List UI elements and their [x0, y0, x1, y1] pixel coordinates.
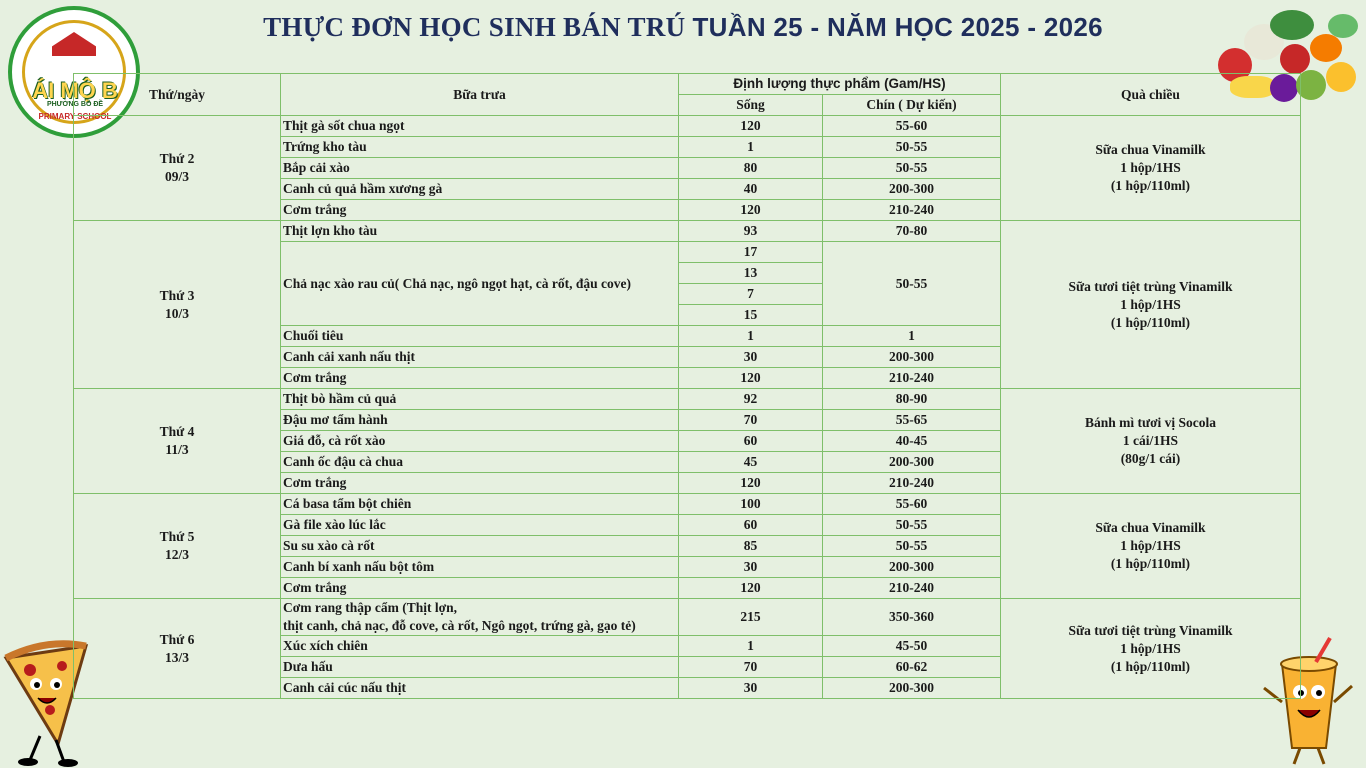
day-name: Thứ 6 [159, 631, 195, 647]
snack-cell [1001, 221, 1301, 389]
raw-amount: 30 [679, 557, 823, 578]
table-header-row [74, 74, 1301, 95]
day-date: 12/3 [164, 547, 189, 562]
header-raw: Sống [679, 95, 823, 116]
raw-amount: 120 [679, 200, 823, 221]
logo-school: PRIMARY SCHOOL [38, 112, 112, 121]
cooked-amount: 210-240 [823, 368, 1001, 389]
header-snack: Quà chiều [1001, 74, 1301, 116]
snack-portion: 1 cái/1HS [1122, 433, 1179, 448]
cooked-amount: 50-55 [823, 536, 1001, 557]
raw-amount: 1 [679, 137, 823, 158]
day-name: Thứ 2 [159, 151, 195, 166]
raw-amount: 120 [679, 473, 823, 494]
dish-name: Bắp cải xào [281, 158, 679, 179]
dish-name: Đậu mơ tẩm hành [281, 410, 679, 431]
raw-amount: 13 [679, 263, 823, 284]
dish-name: Canh cải cúc nấu thịt [281, 678, 679, 699]
cooked-amount: 200-300 [823, 347, 1001, 368]
snack-item: Sữa tươi tiệt trùng Vinamilk [1068, 622, 1233, 638]
cooked-amount: 60-62 [823, 657, 1001, 678]
cooked-amount: 200-300 [823, 678, 1001, 699]
cooked-amount: 350-360 [823, 599, 1001, 636]
raw-amount: 40 [679, 179, 823, 200]
table-row [74, 221, 1301, 242]
header-quantity: Định lượng thực phẩm (Gam/HS) [679, 74, 1001, 95]
raw-amount: 85 [679, 536, 823, 557]
cooked-amount: 50-55 [823, 137, 1001, 158]
raw-amount: 17 [679, 242, 823, 263]
cooked-amount: 210-240 [823, 578, 1001, 599]
cooked-amount: 200-300 [823, 452, 1001, 473]
raw-amount: 80 [679, 158, 823, 179]
snack-item: Sữa chua Vinamilk [1095, 142, 1206, 157]
cooked-amount: 200-300 [823, 557, 1001, 578]
cooked-amount: 55-60 [823, 494, 1001, 515]
lunch-menu-table [73, 73, 1301, 699]
dish-name: Cá basa tẩm bột chiên [281, 494, 679, 515]
table-row [74, 389, 1301, 410]
snack-item: Sữa chua Vinamilk [1095, 520, 1206, 535]
day-date: 10/3 [164, 305, 189, 321]
dish-name: Cơm trắng [281, 578, 679, 599]
dish-name: Thịt bò hầm củ quả [281, 389, 679, 410]
snack-size: (1 hộp/110ml) [1110, 658, 1191, 674]
dish-name: Cơm trắng [281, 200, 679, 221]
dish-line-2: thịt canh, chả nạc, đỗ cove, cà rốt, Ngô ngọt, trứng gà, gạo tẻ) [283, 618, 636, 633]
raw-amount: 93 [679, 221, 823, 242]
raw-amount: 100 [679, 494, 823, 515]
dish-name: Giá đỗ, cà rốt xào [281, 431, 679, 452]
day-name: Thứ 4 [159, 424, 195, 439]
title-part-1: THỰC ĐƠN HỌC SINH BÁN TRÚ [263, 12, 686, 42]
raw-amount: 1 [679, 326, 823, 347]
raw-amount: 70 [679, 410, 823, 431]
snack-size: (1 hộp/110ml) [1110, 178, 1191, 193]
raw-amount: 92 [679, 389, 823, 410]
dish-name: Canh cải xanh nấu thịt [281, 347, 679, 368]
day-date: 09/3 [164, 169, 189, 184]
page-title [0, 12, 1366, 43]
dish-name: Canh củ quả hầm xương gà [281, 179, 679, 200]
dish-name: Thịt lợn kho tàu [281, 221, 679, 242]
snack-portion: 1 hộp/1HS [1120, 640, 1181, 656]
header-lunch: Bữa trưa [281, 74, 679, 116]
cooked-amount: 50-55 [823, 158, 1001, 179]
raw-amount: 120 [679, 578, 823, 599]
raw-amount: 60 [679, 515, 823, 536]
snack-item: Sữa tươi tiệt trùng Vinamilk [1068, 278, 1233, 294]
dish-name: Thịt gà sốt chua ngọt [281, 116, 679, 137]
cooked-amount: 55-60 [823, 116, 1001, 137]
raw-amount: 120 [679, 116, 823, 137]
dish-name [281, 599, 679, 636]
day-cell [74, 494, 281, 599]
cooked-amount: 45-50 [823, 636, 1001, 657]
snack-portion: 1 hộp/1HS [1120, 296, 1181, 312]
logo-name: ÁI MỘ B [32, 78, 118, 103]
cooked-amount: 40-45 [823, 431, 1001, 452]
dish-name: Canh bí xanh nấu bột tôm [281, 557, 679, 578]
raw-amount: 215 [679, 599, 823, 636]
snack-cell [1001, 389, 1301, 494]
snack-size: (80g/1 cái) [1120, 451, 1181, 466]
snack-size: (1 hộp/110ml) [1110, 314, 1191, 330]
dish-name: Trứng kho tàu [281, 137, 679, 158]
raw-amount: 15 [679, 305, 823, 326]
snack-portion: 1 hộp/1HS [1120, 160, 1181, 175]
raw-amount: 7 [679, 284, 823, 305]
table-row [74, 116, 1301, 137]
cooked-amount: 50-55 [823, 242, 1001, 326]
day-name: Thứ 5 [159, 529, 195, 544]
raw-amount: 1 [679, 636, 823, 657]
raw-amount: 120 [679, 368, 823, 389]
title-part-2: TUẦN 25 - NĂM HỌC 2025 - 2026 [692, 12, 1103, 42]
snack-size: (1 hộp/110ml) [1110, 556, 1191, 571]
snack-cell [1001, 494, 1301, 599]
table-row [74, 599, 1301, 636]
cooked-amount: 70-80 [823, 221, 1001, 242]
cooked-amount: 210-240 [823, 473, 1001, 494]
day-cell [74, 116, 281, 221]
snack-cell [1001, 116, 1301, 221]
raw-amount: 45 [679, 452, 823, 473]
raw-amount: 30 [679, 678, 823, 699]
dish-name: Dưa hấu [281, 657, 679, 678]
cooked-amount: 50-55 [823, 515, 1001, 536]
dish-name: Gà file xào lúc lắc [281, 515, 679, 536]
dish-name: Su su xào cà rốt [281, 536, 679, 557]
cooked-amount: 80-90 [823, 389, 1001, 410]
dish-name: Cơm trắng [281, 473, 679, 494]
cooked-amount: 55-65 [823, 410, 1001, 431]
raw-amount: 70 [679, 657, 823, 678]
snack-portion: 1 hộp/1HS [1120, 538, 1181, 553]
dish-line-1: Cơm rang thập cẩm (Thịt lợn, [283, 600, 457, 615]
header-day: Thứ/ngày [74, 74, 281, 116]
snack-cell [1001, 599, 1301, 699]
cooked-amount: 1 [823, 326, 1001, 347]
day-name: Thứ 3 [159, 287, 195, 303]
day-cell [74, 221, 281, 389]
cooked-amount: 200-300 [823, 179, 1001, 200]
logo-ward: PHƯỜNG BỒ ĐỀ [46, 101, 104, 108]
day-date: 13/3 [164, 649, 189, 665]
table-row [74, 494, 1301, 515]
cooked-amount: 210-240 [823, 200, 1001, 221]
dish-name: Chả nạc xào rau củ( Chả nạc, ngô ngọt hạt, cà rốt, đậu cove) [281, 242, 679, 326]
raw-amount: 30 [679, 347, 823, 368]
header-cooked: Chín ( Dự kiến) [823, 95, 1001, 116]
dish-name: Cơm trắng [281, 368, 679, 389]
snack-item: Bánh mì tươi vị Socola [1084, 415, 1217, 430]
day-cell [74, 599, 281, 699]
dish-name: Chuối tiêu [281, 326, 679, 347]
day-cell [74, 389, 281, 494]
raw-amount: 60 [679, 431, 823, 452]
dish-name: Canh ốc đậu cà chua [281, 452, 679, 473]
dish-name: Xúc xích chiên [281, 636, 679, 657]
day-date: 11/3 [165, 442, 189, 457]
